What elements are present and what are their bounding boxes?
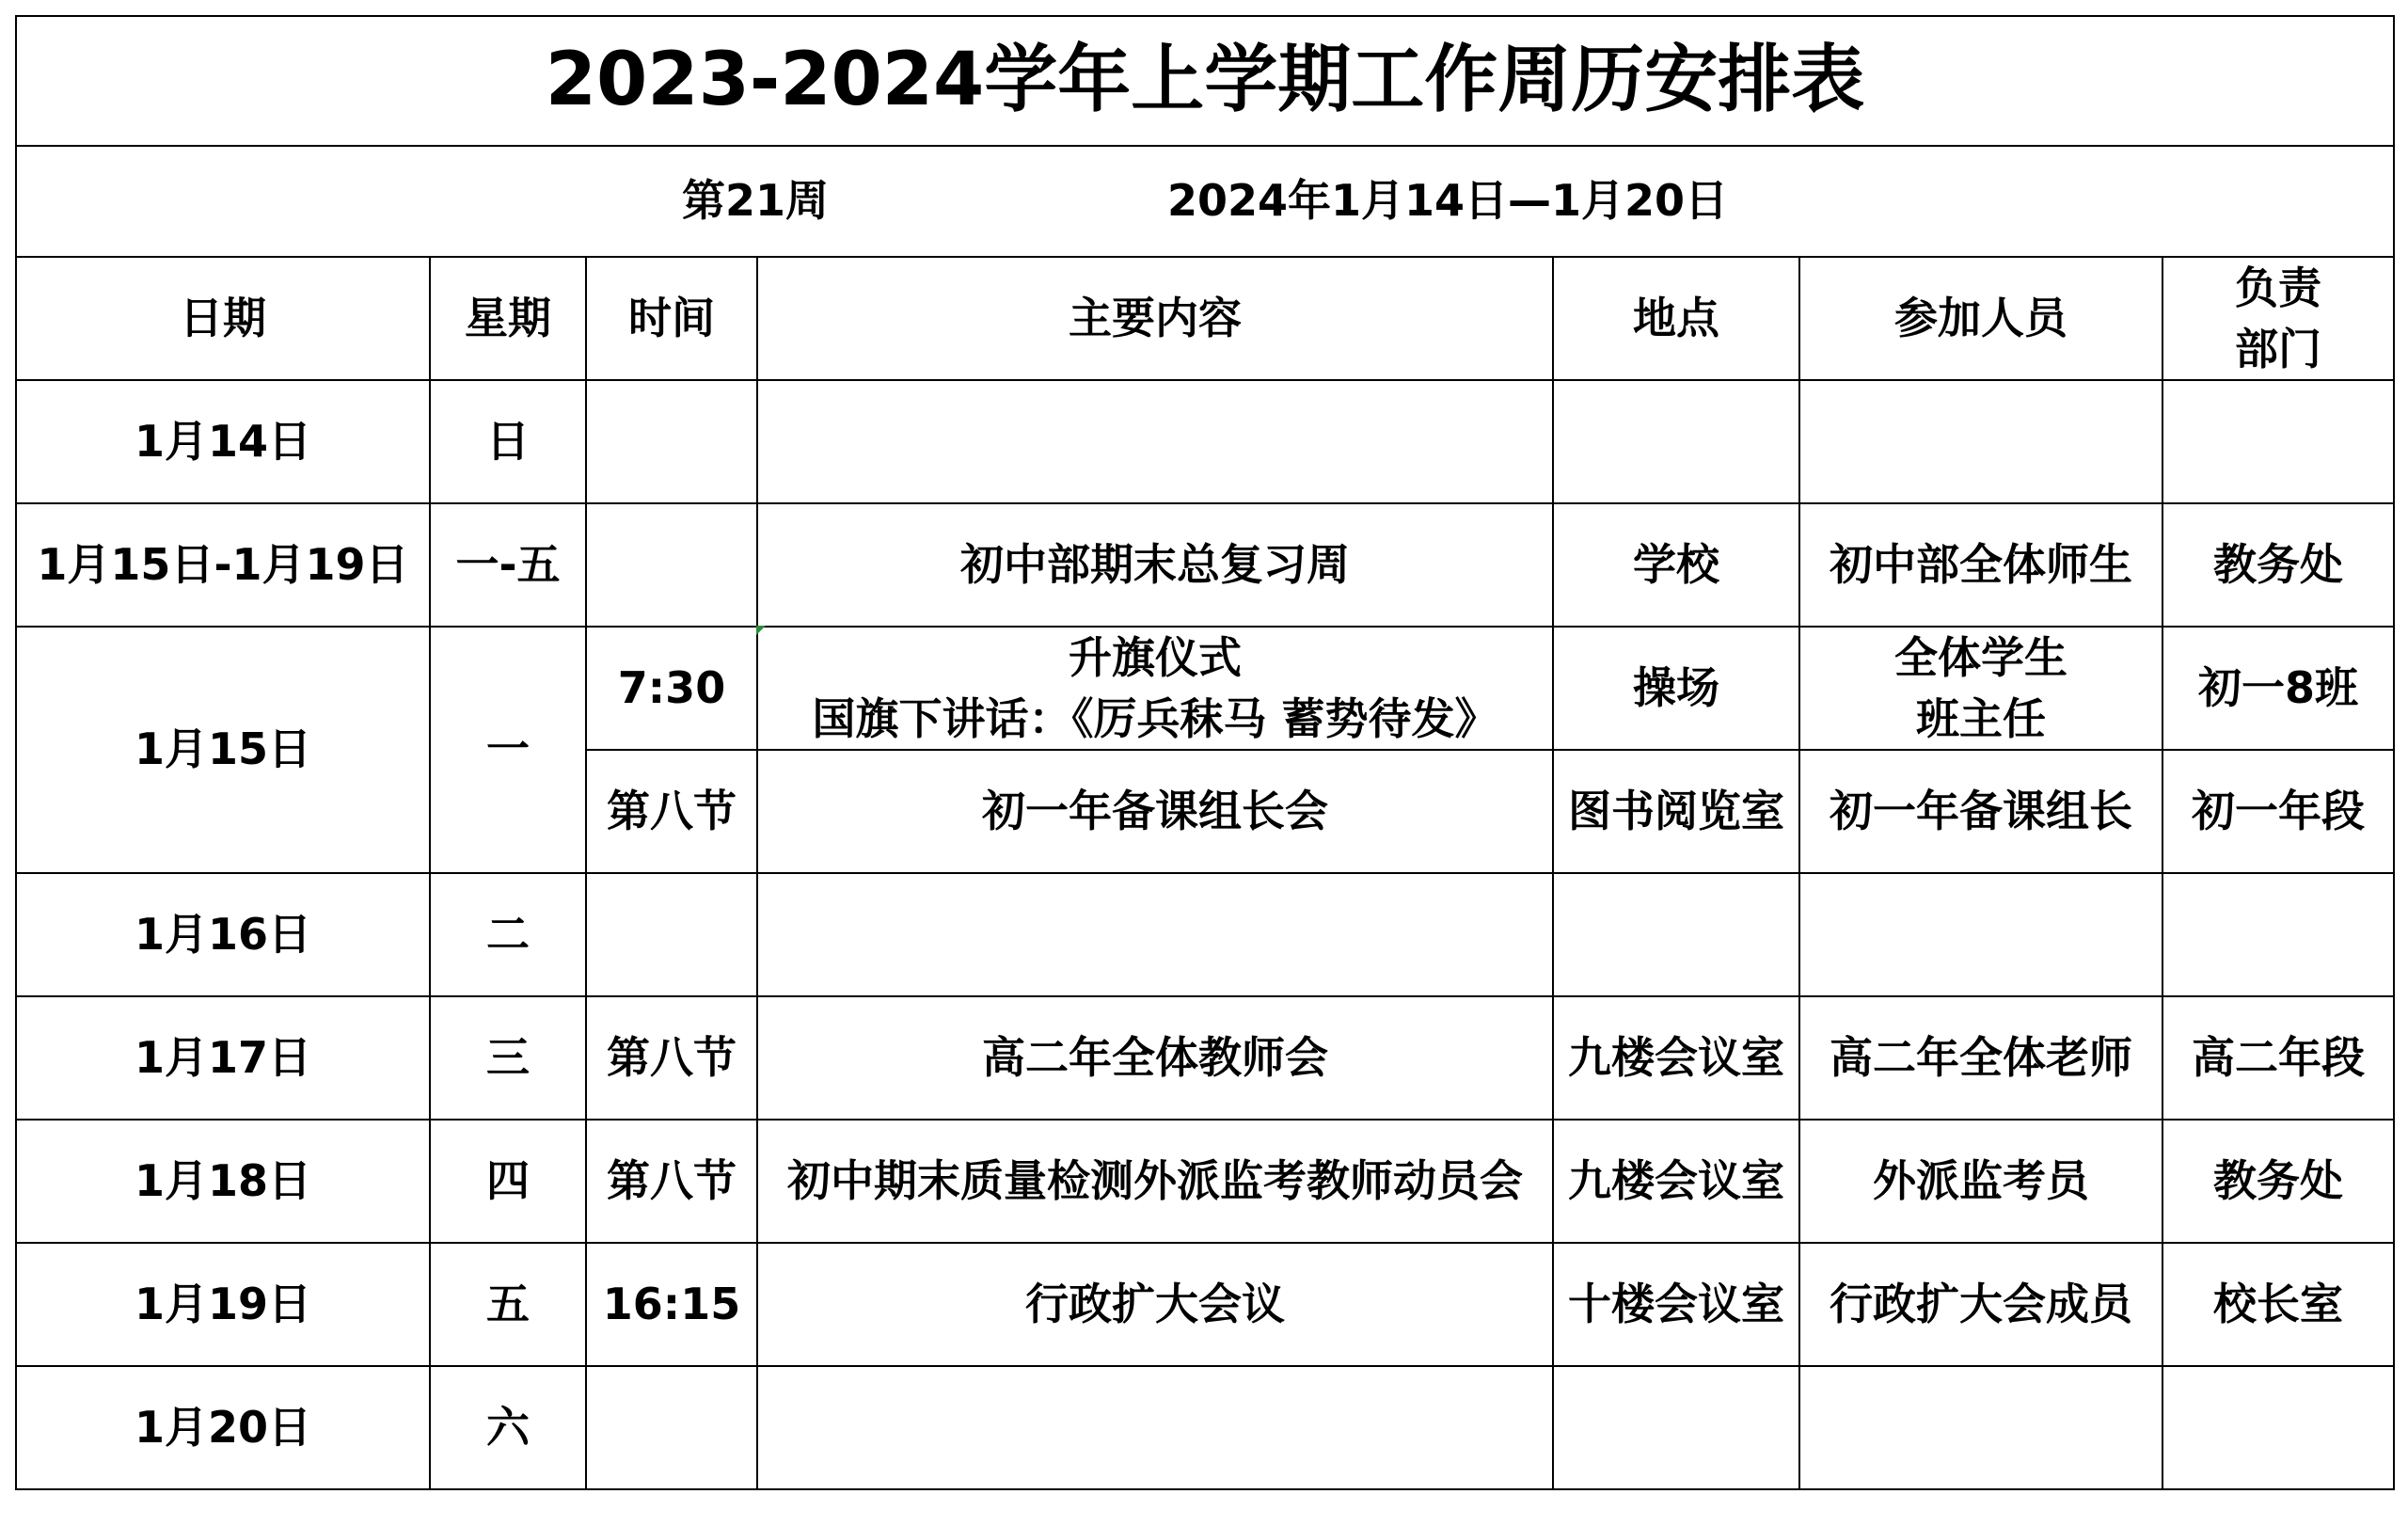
cell-participants: 行政扩大会成员 (1799, 1243, 2162, 1366)
cell-time (586, 503, 757, 627)
cell-date: 1月17日 (16, 996, 430, 1120)
week-info (16, 146, 2394, 257)
cell-weekday: 一-五 (430, 503, 586, 627)
cell-time: 第八节 (586, 750, 757, 873)
table-row (16, 1366, 2394, 1489)
cell-place: 十楼会议室 (1553, 1243, 1799, 1366)
cell-dept: 教务处 (2162, 503, 2394, 627)
header-row (16, 257, 2394, 380)
cell-place: 九楼会议室 (1553, 1120, 1799, 1243)
header-weekday: 星期 (430, 257, 586, 380)
header-place: 地点 (1553, 257, 1799, 380)
cell-participants: 初一年备课组长 (1799, 750, 2162, 873)
cell-time: 第八节 (586, 996, 757, 1120)
cell-participants-line1: 全体学生 (1894, 632, 2067, 684)
cell-weekday: 二 (430, 873, 586, 996)
cell-dept: 初一年段 (2162, 750, 2394, 873)
cell-time: 7:30 (586, 627, 757, 750)
cell-time (586, 873, 757, 996)
cell-weekday: 四 (430, 1120, 586, 1243)
cell-content: 初中部期末总复习周 (757, 503, 1553, 627)
table-row (16, 380, 2394, 503)
table-row (16, 503, 2394, 627)
cell-participants (1799, 1366, 2162, 1489)
cell-participants-line2: 班主任 (1916, 692, 2046, 744)
header-dept-line2: 部门 (2235, 323, 2322, 374)
table-row (16, 996, 2394, 1120)
cell-participants (1799, 873, 2162, 996)
schedule-table (15, 15, 2395, 1490)
cell-date: 1月15日-1月19日 (16, 503, 430, 627)
table-row (16, 627, 2394, 750)
cell-time: 16:15 (586, 1243, 757, 1366)
header-dept (2162, 257, 2394, 380)
cell-place (1553, 1366, 1799, 1489)
cell-content: 初一年备课组长会 (757, 750, 1553, 873)
cell-dept (2162, 380, 2394, 503)
cell-date: 1月14日 (16, 380, 430, 503)
cell-time (586, 380, 757, 503)
cell-date: 1月18日 (16, 1120, 430, 1243)
cell-weekday: 日 (430, 380, 586, 503)
cell-content: 行政扩大会议 (757, 1243, 1553, 1366)
cell-place: 九楼会议室 (1553, 996, 1799, 1120)
header-participants: 参加人员 (1799, 257, 2162, 380)
header-dept-line1: 负责 (2235, 262, 2322, 314)
cell-content (757, 380, 1553, 503)
cell-participants: 外派监考员 (1799, 1120, 2162, 1243)
cell-place: 图书阅览室 (1553, 750, 1799, 873)
cell-content: 初中期末质量检测外派监考教师动员会 (757, 1120, 1553, 1243)
table-row (16, 1243, 2394, 1366)
cell-dept (2162, 873, 2394, 996)
cell-place: 操场 (1553, 627, 1799, 750)
cell-dept: 初一8班 (2162, 627, 2394, 750)
cell-content-line2: 国旗下讲话：《厉兵秣马 蓄势待发》 (812, 692, 1498, 744)
cell-content: 高二年全体教师会 (757, 996, 1553, 1120)
cell-participants (1799, 380, 2162, 503)
cell-date: 1月15日 (16, 627, 430, 873)
cell-place (1553, 380, 1799, 503)
week-number: 第21周 (681, 175, 829, 227)
header-content: 主要内容 (757, 257, 1553, 380)
cell-place: 学校 (1553, 503, 1799, 627)
table-title: 2023-2024学年上学期工作周历安排表 (16, 16, 2394, 146)
cell-date: 1月16日 (16, 873, 430, 996)
cell-participants: 高二年全体老师 (1799, 996, 2162, 1120)
cell-content (757, 873, 1553, 996)
cell-dept: 校长室 (2162, 1243, 2394, 1366)
cell-weekday: 一 (430, 627, 586, 873)
cell-dept (2162, 1366, 2394, 1489)
cell-time: 第八节 (586, 1120, 757, 1243)
table-row (16, 873, 2394, 996)
cell-weekday: 五 (430, 1243, 586, 1366)
cell-weekday: 三 (430, 996, 586, 1120)
cell-weekday: 六 (430, 1366, 586, 1489)
cell-content-line1: 升旗仪式 (1069, 632, 1242, 684)
cell-dept: 高二年段 (2162, 996, 2394, 1120)
cell-content (757, 1366, 1553, 1489)
cell-dept: 教务处 (2162, 1120, 2394, 1243)
header-date: 日期 (16, 257, 430, 380)
cell-participants (1799, 627, 2162, 750)
week-date-range: 2024年1月14日—1月20日 (1167, 175, 1729, 227)
cell-time (586, 1366, 757, 1489)
cell-content (757, 627, 1553, 750)
header-time: 时间 (586, 257, 757, 380)
table-row (16, 1120, 2394, 1243)
cell-participants: 初中部全体师生 (1799, 503, 2162, 627)
cell-date: 1月20日 (16, 1366, 430, 1489)
schedule-sheet (15, 15, 2393, 1496)
cell-date: 1月19日 (16, 1243, 430, 1366)
cell-place (1553, 873, 1799, 996)
